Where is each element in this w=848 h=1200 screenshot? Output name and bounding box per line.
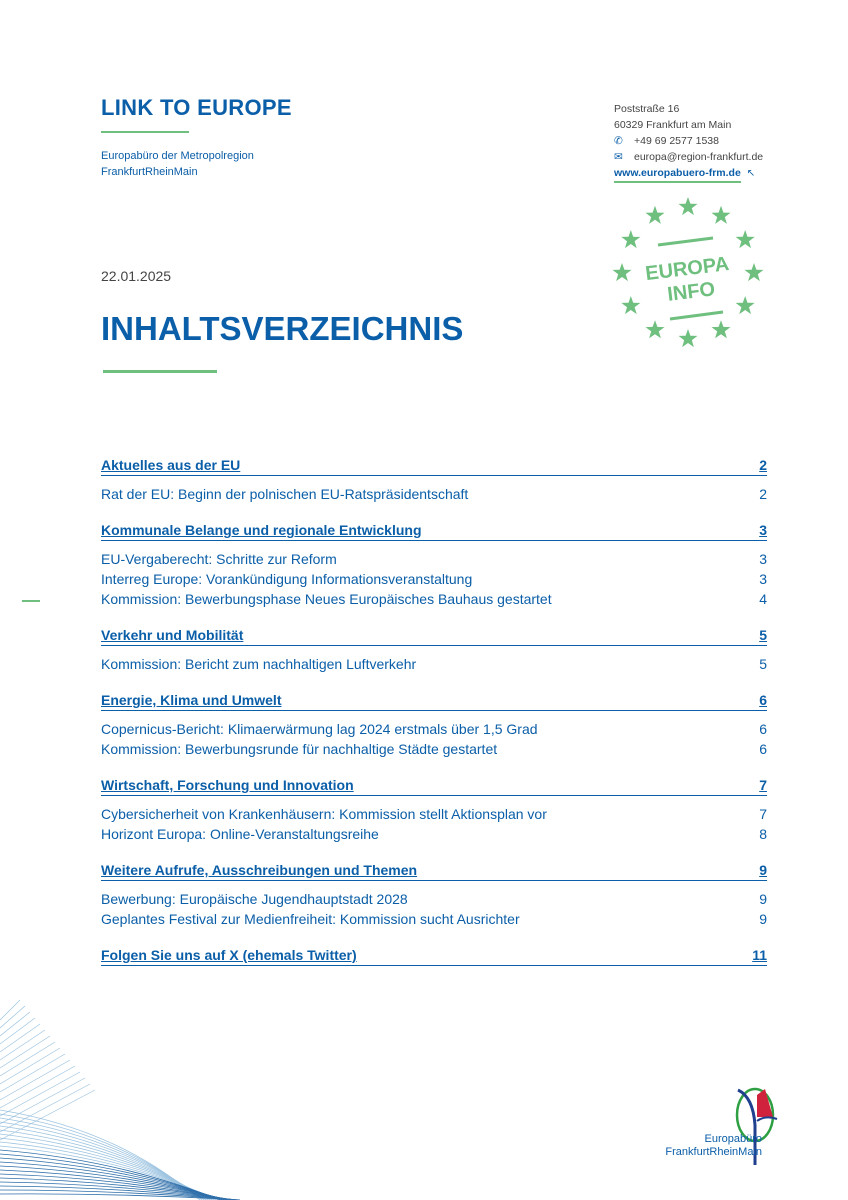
subtitle-line1: Europabüro der Metropolregion: [101, 150, 254, 162]
star-icon: [646, 206, 665, 224]
star-icon: [646, 320, 665, 338]
logo-text: [638, 1133, 762, 1159]
toc-item-page: 2: [759, 486, 767, 502]
contact-block: [614, 101, 763, 183]
margin-mark: [22, 600, 40, 602]
stamp-line1: EUROPA: [644, 253, 731, 286]
toc-section-page: 6: [759, 692, 767, 708]
toc-item[interactable]: [101, 484, 767, 504]
toc-item-title[interactable]: Rat der EU: Beginn der polnischen EU-Ratspräsidentschaft: [101, 486, 469, 502]
mail-icon: ✉: [614, 151, 623, 163]
website-link[interactable]: www.europabuero-frm.de: [614, 165, 741, 183]
toc-item[interactable]: [101, 804, 767, 824]
star-icon: [679, 329, 698, 347]
toc-section-title[interactable]: Verkehr und Mobilität: [101, 627, 244, 643]
toc-item-page: 3: [759, 551, 767, 567]
decorative-line: [0, 1006, 25, 1028]
contact-street: Poststraße 16: [614, 103, 680, 115]
toc-item-title[interactable]: Bewerbung: Europäische Jugendhauptstadt 2028: [101, 891, 408, 907]
decorative-line: [0, 1000, 20, 1020]
toc-section-page: 5: [759, 627, 767, 643]
contact-email[interactable]: europa@region-frankfurt.de: [634, 151, 764, 163]
toc-item[interactable]: [101, 909, 767, 929]
stamp-line2: INFO: [666, 278, 717, 306]
toc-item-title[interactable]: Kommission: Bericht zum nachhaltigen Luftverkehr: [101, 656, 417, 672]
toc-item-title[interactable]: EU-Vergaberecht: Schritte zur Reform: [101, 551, 337, 567]
star-icon: [621, 296, 640, 314]
toc-section-title[interactable]: Wirtschaft, Forschung und Innovation: [101, 777, 354, 793]
toc-item-page: 7: [759, 806, 767, 822]
toc-item-list: [101, 889, 767, 929]
toc-item-page: 8: [759, 826, 767, 842]
toc-item[interactable]: [101, 824, 767, 844]
toc-item-page: 3: [759, 571, 767, 587]
toc-item-page: 9: [759, 911, 767, 927]
toc-item-title[interactable]: Horizont Europa: Online-Veranstaltungsreihe: [101, 826, 379, 842]
decorative-line: [0, 1048, 60, 1084]
star-icon: [736, 230, 755, 248]
toc-item-title[interactable]: Geplantes Festival zur Medienfreiheit: Kommission sucht Ausrichter: [101, 911, 520, 927]
table-of-contents: [101, 456, 767, 966]
toc-section-page: 2: [759, 457, 767, 473]
toc-item-list: [101, 804, 767, 844]
logo-line2: FrankfurtRheinMain: [665, 1146, 762, 1158]
brand-divider: [101, 131, 189, 133]
toc-item-page: 6: [759, 741, 767, 757]
toc-section-page: 9: [759, 862, 767, 878]
toc-item[interactable]: [101, 589, 767, 609]
toc-item-page: 6: [759, 721, 767, 737]
toc-item[interactable]: [101, 739, 767, 759]
toc-section[interactable]: [101, 626, 767, 646]
toc-section-title[interactable]: Aktuelles aus der EU: [101, 457, 241, 473]
contact-city: 60329 Frankfurt am Main: [614, 119, 732, 131]
toc-section-title[interactable]: Folgen Sie uns auf X (ehemals Twitter): [101, 947, 357, 963]
toc-section[interactable]: [101, 946, 767, 966]
decorative-line: [0, 1060, 70, 1100]
star-icon: [679, 197, 698, 215]
toc-item[interactable]: [101, 719, 767, 739]
star-icon: [745, 263, 764, 281]
phone-icon: ✆: [614, 135, 623, 147]
decorative-line: [0, 1066, 75, 1108]
decorative-line: [0, 1054, 65, 1092]
toc-item-list: [101, 549, 767, 609]
star-icon: [712, 206, 731, 224]
contact-phone[interactable]: +49 69 2577 1538: [634, 135, 719, 147]
decorative-line: [0, 1090, 95, 1140]
brand-subtitle: [101, 148, 254, 180]
toc-item-page: 4: [759, 591, 767, 607]
decorative-line: [0, 1138, 214, 1200]
star-icon: [613, 263, 632, 281]
toc-section-page: 11: [752, 947, 767, 963]
brand-title: LINK TO EUROPE: [101, 95, 292, 120]
cursor-icon: ↖: [746, 168, 756, 179]
toc-section-title[interactable]: Weitere Aufrufe, Ausschreibungen und Themen: [101, 862, 418, 878]
subtitle-line2: FrankfurtRheinMain: [101, 166, 198, 178]
toc-section-title[interactable]: Kommunale Belange und regionale Entwicklung: [101, 522, 422, 538]
title-divider: [103, 370, 217, 373]
star-icon: [712, 320, 731, 338]
decorative-lines: [0, 1000, 240, 1200]
toc-section[interactable]: [101, 521, 767, 541]
decorative-line: [0, 1042, 55, 1076]
toc-section[interactable]: [101, 691, 767, 711]
document-date: 22.01.2025: [101, 268, 172, 284]
toc-item-title[interactable]: Kommission: Bewerbungsrunde für nachhaltige Städte gestartet: [101, 741, 498, 757]
toc-item-list: [101, 654, 767, 674]
toc-item-page: 9: [759, 891, 767, 907]
star-icon: [736, 296, 755, 314]
toc-item[interactable]: [101, 889, 767, 909]
toc-item[interactable]: [101, 569, 767, 589]
toc-item-title[interactable]: Interreg Europe: Vorankündigung Informationsveranstaltung: [101, 571, 473, 587]
decorative-line: [0, 1122, 206, 1200]
toc-section[interactable]: [101, 861, 767, 881]
toc-item-title[interactable]: Cybersicherheit von Krankenhäusern: Kommission stellt Aktionsplan vor: [101, 806, 547, 822]
toc-item-page: 5: [759, 656, 767, 672]
decorative-line: [0, 1036, 50, 1068]
decorative-line: [0, 1072, 80, 1116]
page-title: INHALTSVERZEICHNIS: [101, 310, 464, 347]
logo-line1: Europabüro: [704, 1133, 762, 1145]
toc-item-list: [101, 719, 767, 759]
toc-section-title[interactable]: Energie, Klima und Umwelt: [101, 692, 282, 708]
europa-info-stamp: [608, 195, 768, 355]
toc-section-page: 3: [759, 522, 767, 538]
toc-item-title[interactable]: Copernicus-Bericht: Klimaerwärmung lag 2024 erstmals über 1,5 Grad: [101, 721, 538, 737]
star-icon: [621, 230, 640, 248]
toc-item[interactable]: [101, 549, 767, 569]
decorative-line: [0, 1030, 45, 1060]
toc-section[interactable]: [101, 456, 767, 476]
decorative-line: [0, 1024, 40, 1052]
toc-item[interactable]: [101, 654, 767, 674]
toc-section[interactable]: [101, 776, 767, 796]
toc-item-list: [101, 484, 767, 504]
toc-section-page: 7: [759, 777, 767, 793]
toc-item-title[interactable]: Kommission: Bewerbungsphase Neues Europäisches Bauhaus gestartet: [101, 591, 552, 607]
